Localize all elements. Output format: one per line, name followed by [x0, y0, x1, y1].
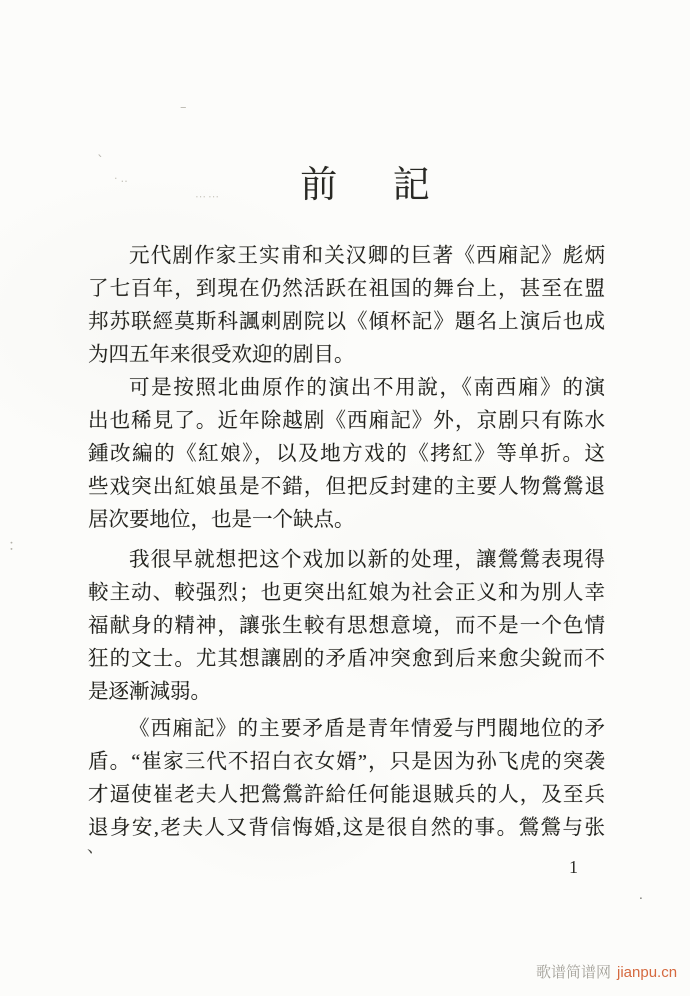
text-line: 为四五年来很受欢迎的剧目。: [88, 344, 355, 366]
text-line: 退身安,老夫人又背信悔婚,这是很自然的事。鶯鶯与张: [88, 817, 605, 839]
text-line: 出也稀見了。近年除越剧《西廂記》外，京剧只有陈水: [88, 410, 605, 432]
scan-artifact: .: [639, 888, 643, 902]
scan-artifact: ⋯⋯: [195, 190, 221, 203]
text-line: 元代剧作家王实甫和关汉卿的巨著《西廂記》彪炳: [129, 245, 605, 267]
text-line: 邦苏联經莫斯科諷刺剧院以《傾杯記》題名上演后也成: [88, 311, 605, 333]
paragraph: [88, 240, 605, 372]
text-line: 可是按照北曲原作的演出不用說，《南西廂》的演: [129, 377, 605, 399]
text-line: 了七百年，到現在仍然活跃在祖国的舞台上，甚至在盟: [88, 278, 605, 300]
scan-artifact: `: [97, 154, 104, 170]
text-line: 較主动、較强烈；也更突出紅娘为社会正义和为別人幸: [88, 582, 605, 604]
scan-artifact: ·‥: [114, 172, 131, 185]
text-line: 居次要地位，也是一个缺点。: [88, 509, 355, 531]
paragraph: [88, 372, 605, 537]
watermark-site-name: 歌谱简谱网: [536, 964, 612, 981]
text-line: 是逐漸減弱。: [88, 681, 211, 703]
text-line: 《西廂記》的主要矛盾是青年情爱与門閥地位的矛: [129, 718, 605, 740]
text-line: 些戏突出紅娘虽是不錯，但把反封建的主要人物鶯鶯退: [88, 476, 605, 498]
text-line: 狂的文士。尤其想讓剧的矛盾冲突愈到后来愈尖銳而不: [88, 648, 605, 670]
text-line: 鍾改編的《紅娘》，以及地方戏的《拷紅》等单折。这: [88, 443, 605, 465]
paragraph: [88, 544, 605, 709]
watermark-site-url: jianpu.cn: [617, 964, 678, 981]
watermark: [536, 961, 677, 982]
paragraph: [88, 713, 605, 845]
scan-artifact: –: [180, 100, 187, 115]
text-line: 才逼使崔老夫人把鶯鶯許給任何能退賊兵的人，及至兵: [88, 784, 605, 806]
scan-artifact: ：: [8, 536, 24, 554]
scan-artifact: 、: [87, 837, 104, 857]
page-title: 前記: [300, 165, 486, 206]
page-number: 1: [569, 857, 578, 877]
text-line: 福献身的精神，讓张生較有思想意境，而不是一个色情: [88, 615, 605, 637]
text-line: 盾。“崔家三代不招白衣女婿”，只是因为孙飞虎的突袭: [88, 751, 605, 773]
body-text: [88, 240, 605, 845]
text-line: 我很早就想把这个戏加以新的处理，讓鶯鶯表現得: [129, 549, 605, 571]
